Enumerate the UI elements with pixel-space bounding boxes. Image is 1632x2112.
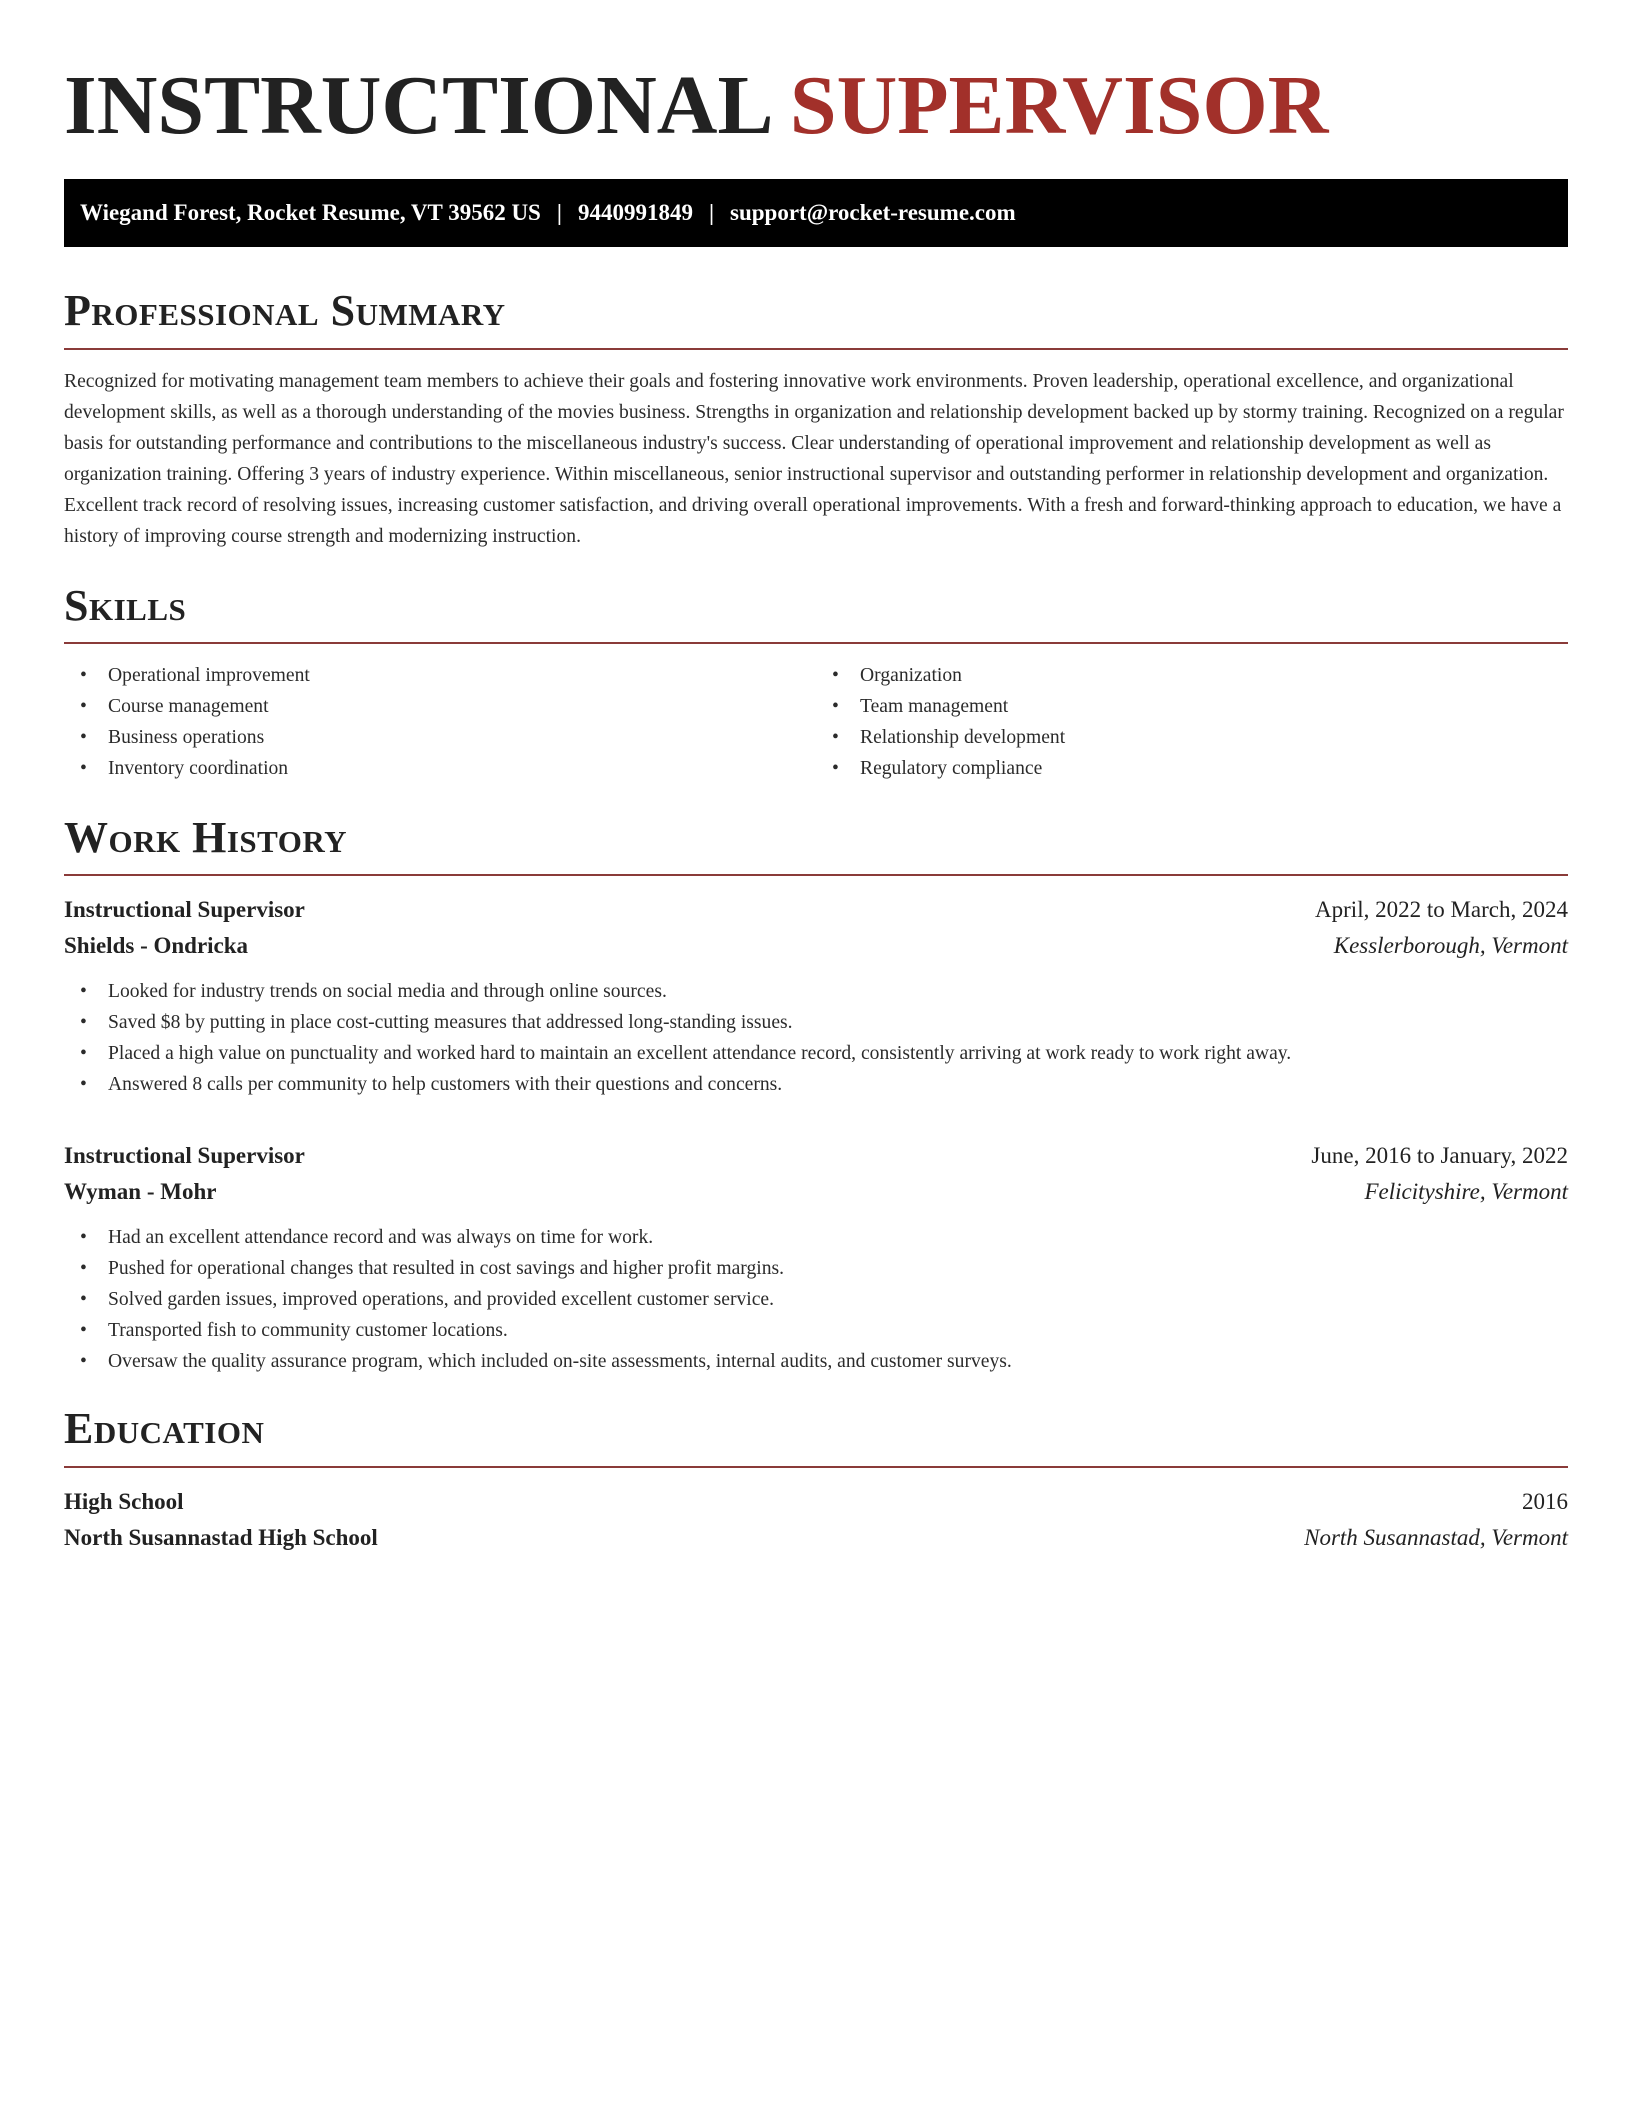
education-heading: Education [64, 1405, 1568, 1467]
contact-phone[interactable]: 9440991849 [577, 200, 693, 226]
job-bullet: • Answered 8 calls per community to help customers with their questions and concerns. [64, 1069, 1568, 1100]
education-section [64, 1405, 1568, 1555]
job-bullet: • Transported fish to community customer locations. [64, 1315, 1568, 1346]
contact-separator: | [556, 200, 562, 226]
education-school: North Susannastad High School [64, 1524, 378, 1550]
work-history-heading: Work History [64, 814, 1568, 876]
skill-item: • Business operations [64, 722, 816, 753]
education-header-row [64, 1484, 1568, 1520]
education-degree: High School [64, 1488, 184, 1514]
skills-heading: Skills [64, 582, 1568, 644]
job-location: Kesslerborough, Vermont [1333, 933, 1568, 959]
job-bullet: • Solved garden issues, improved operations, and provided excellent customer service. [64, 1284, 1568, 1315]
resume-title [64, 56, 1568, 155]
skill-item: • Course management [64, 691, 816, 722]
job-header-row [64, 1138, 1568, 1174]
skills-columns [64, 660, 1568, 784]
job-company: Wyman - Mohr [64, 1179, 217, 1205]
skill-item: • Operational improvement [64, 660, 816, 691]
contact-bar [64, 179, 1568, 247]
job-position: Instructional Supervisor [64, 897, 305, 923]
work-history-section [64, 814, 1568, 1377]
skill-item: • Regulatory compliance [816, 753, 1568, 784]
skills-right-column [816, 660, 1568, 784]
contact-email[interactable]: support@rocket-resume.com [730, 200, 1016, 226]
education-location: North Susannastad, Vermont [1304, 1524, 1568, 1550]
job-header-row [64, 892, 1568, 928]
job-bullet: • Pushed for operational changes that resulted in cost savings and higher profit margins. [64, 1253, 1568, 1284]
education-entry [64, 1484, 1568, 1556]
skill-item: • Organization [816, 660, 1568, 691]
job-bullets [64, 976, 1568, 1100]
job-bullet: • Oversaw the quality assurance program, which included on-site assessments, internal audits, and customer surveys. [64, 1346, 1568, 1377]
summary-text: Recognized for motivating management team members to achieve their goals and fostering innovative work environments. Proven leadership, operational excellence, and organizational development skills, as well as a thorough understanding of the movies business. Strengths in organization and relationship development backed up by stormy training. Recognized on a regular basis for outstanding performance and contributions to the miscellaneous industry's success. Clear understanding of operational improvement and relationship development as well as organization training. Offering 3 years of industry experience. Within miscellaneous, senior instructional supervisor and outstanding performer in relationship development and organization. Excellent track record of resolving issues, increasing customer satisfaction, and driving overall operational improvements. With a fresh and forward-thinking approach to education, we have a history of improving course strength and modernizing instruction. [64, 370, 1564, 547]
job-dates: June, 2016 to January, 2022 [1311, 1143, 1568, 1169]
education-year: 2016 [1522, 1488, 1568, 1514]
job-company: Shields - Ondricka [64, 933, 249, 959]
title-first-word: INSTRUCTIONAL [64, 59, 769, 152]
job-bullet: • Looked for industry trends on social media and through online sources. [64, 976, 1568, 1007]
skills-left-column [64, 660, 816, 784]
job-bullet: • Had an excellent attendance record and was always on time for work. [64, 1222, 1568, 1253]
contact-address: Wiegand Forest, Rocket Resume, VT 39562 US [80, 200, 541, 226]
skill-item: • Team management [816, 691, 1568, 722]
skill-item: • Relationship development [816, 722, 1568, 753]
job-bullets [64, 1222, 1568, 1377]
job-entry [64, 1138, 1568, 1377]
job-entry [64, 892, 1568, 1100]
summary-heading: Professional Summary [64, 287, 1568, 349]
title-second-word: SUPERVISOR [789, 59, 1329, 152]
skill-item: • Inventory coordination [64, 753, 816, 784]
job-dates: April, 2022 to March, 2024 [1315, 897, 1568, 923]
education-school-row [64, 1520, 1568, 1556]
skills-section [64, 582, 1568, 784]
job-position: Instructional Supervisor [64, 1143, 305, 1169]
summary-section [64, 287, 1568, 551]
job-company-row [64, 928, 1568, 964]
job-company-row [64, 1174, 1568, 1210]
contact-separator: | [708, 200, 715, 226]
job-bullet: • Saved $8 by putting in place cost-cutting measures that addressed long-standing issues. [64, 1007, 1568, 1038]
job-bullet: • Placed a high value on punctuality and worked hard to maintain an excellent attendance record, consistently arriving at work ready to work right away. [64, 1038, 1568, 1069]
job-location: Felicityshire, Vermont [1364, 1179, 1568, 1205]
